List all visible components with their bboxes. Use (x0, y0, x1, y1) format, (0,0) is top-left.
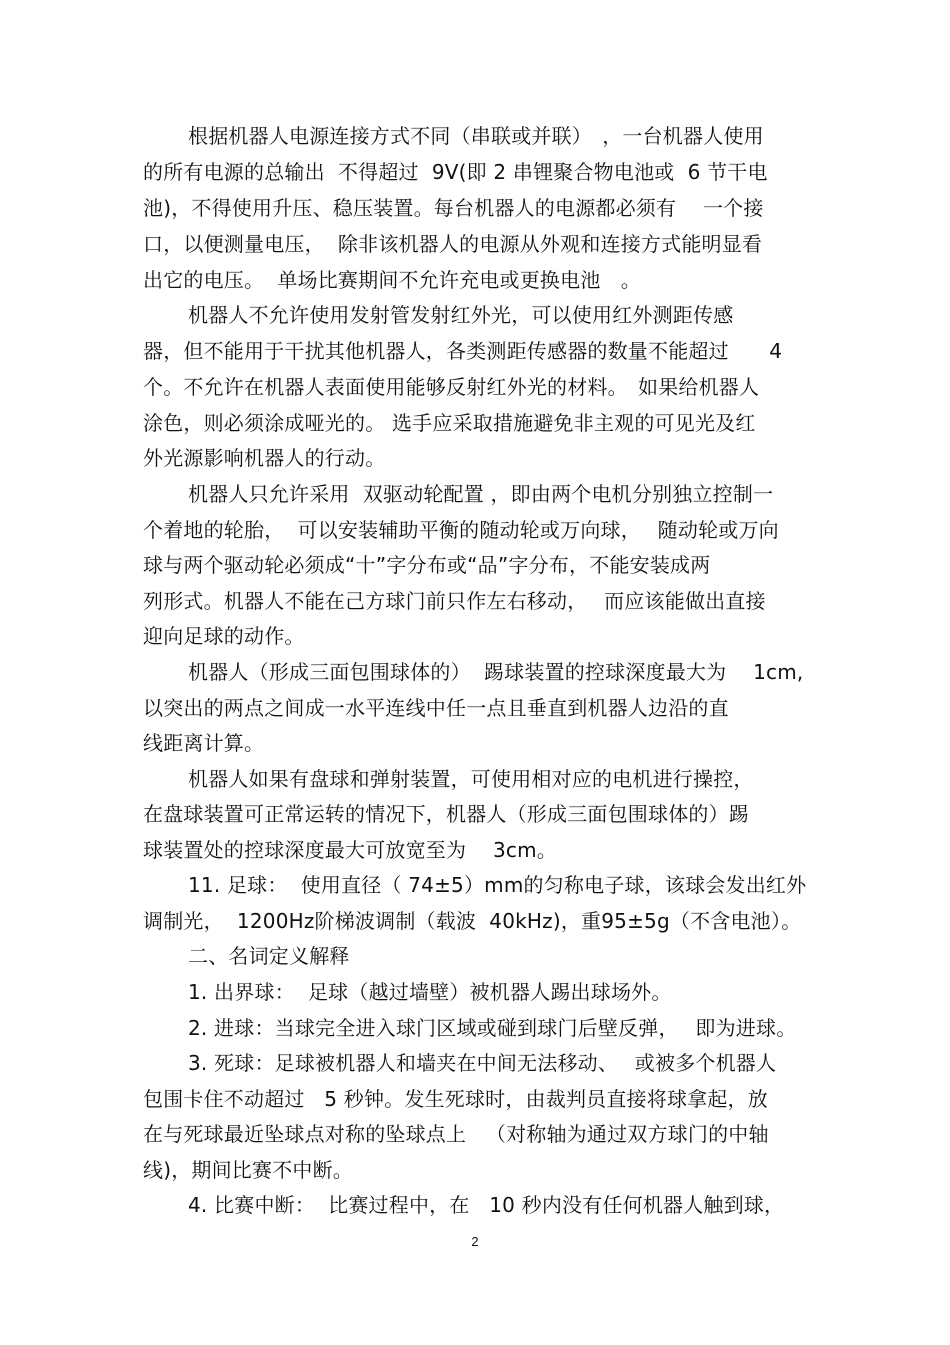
text-line: 2. 进球：当球完全进入球门区域或碰到球门后壁反弹， 即为进球。 (188, 1016, 797, 1040)
text-line: 3. 死球：足球被机器人和墙夹在中间无法移动、 或被多个机器人 (188, 1051, 777, 1075)
page-number: 2 (471, 1234, 479, 1249)
text-line: 以突出的两点之间成一水平连线中任一点且垂直到机器人边沿的直 (143, 696, 729, 720)
text-line: 线距离计算。 (143, 731, 265, 755)
text-line: 线)，期间比赛不中断。 (143, 1158, 354, 1182)
text-line: 机器人只允许采用 双驱动轮配置 ，即由两个电机分别独立控制一 (188, 482, 774, 506)
text-line: 包围卡住不动超过 5 秒钟。发生死球时，由裁判员直接将球拿起，放 (143, 1087, 768, 1111)
text-line: 外光源影响机器人的行动。 (143, 446, 386, 470)
text-line: 1. 出界球： 足球（越过墙壁）被机器人踢出球场外。 (188, 980, 672, 1004)
text-line: 迎向足球的动作。 (143, 624, 305, 648)
text-line: 涂色，则必须涂成哑光的。 选手应采取措施避免非主观的可见光及红 (143, 411, 756, 435)
text-line: 11. 足球： 使用直径（ 74±5）mm的匀称电子球，该球会发出红外 (188, 873, 807, 897)
text-line: 机器人（形成三面包围球体的） 踢球装置的控球深度最大为 1cm, (188, 660, 804, 684)
text-line: 器，但不能用于干扰其他机器人，各类测距传感器的数量不能超过 4 (143, 339, 783, 363)
text-line: 4. 比赛中断： 比赛过程中，在 10 秒内没有任何机器人触到球， (188, 1193, 785, 1217)
text-line: 列形式。机器人不能在己方球门前只作左右移动， 而应该能做出直接 (143, 589, 766, 613)
text-line: 在与死球最近坠球点对称的坠球点上 （对称轴为通过双方球门的中轴 (143, 1122, 769, 1146)
text-line: 机器人如果有盘球和弹射装置，可使用相对应的电机进行操控， (188, 767, 754, 791)
text-line: 个。不允许在机器人表面使用能够反射红外光的材料。 如果给机器人 (143, 375, 760, 399)
text-line: 根据机器人电源连接方式不同（串联或并联） ，一台机器人使用 (188, 124, 764, 148)
text-line: 球装置处的控球深度最大可放宽至为 3cm。 (143, 838, 557, 862)
text-line: 在盘球装置可正常运转的情况下，机器人（形成三面包围球体的）踢 (143, 802, 749, 826)
text-line: 池)，不得使用升压、稳压装置。每台机器人的电源都必须有 一个接 (143, 196, 764, 220)
text-line: 的所有电源的总输出 不得超过 9V(即 2 串锂聚合物电池或 6 节干电 (143, 160, 768, 184)
text-line: 个着地的轮胎， 可以安装辅助平衡的随动轮或万向球， 随动轮或万向 (143, 518, 779, 542)
text-line: 出它的电压。 单场比赛期间不允许充电或更换电池 。 (143, 268, 641, 292)
text-line: 口，以便测量电压， 除非该机器人的电源从外观和连接方式能明显看 (143, 232, 763, 256)
text-line: 调制光， 1200Hz阶梯波调制（载波 40kHz)，重95±5g（不含电池）。 (143, 909, 802, 933)
text-line: 球与两个驱动轮必须成“十”字分布或“品”字分布，不能安装成两 (143, 553, 711, 577)
section-heading: 二、名词定义解释 (188, 944, 350, 968)
text-line: 机器人不允许使用发射管发射红外光，可以使用红外测距传感 (188, 303, 734, 327)
